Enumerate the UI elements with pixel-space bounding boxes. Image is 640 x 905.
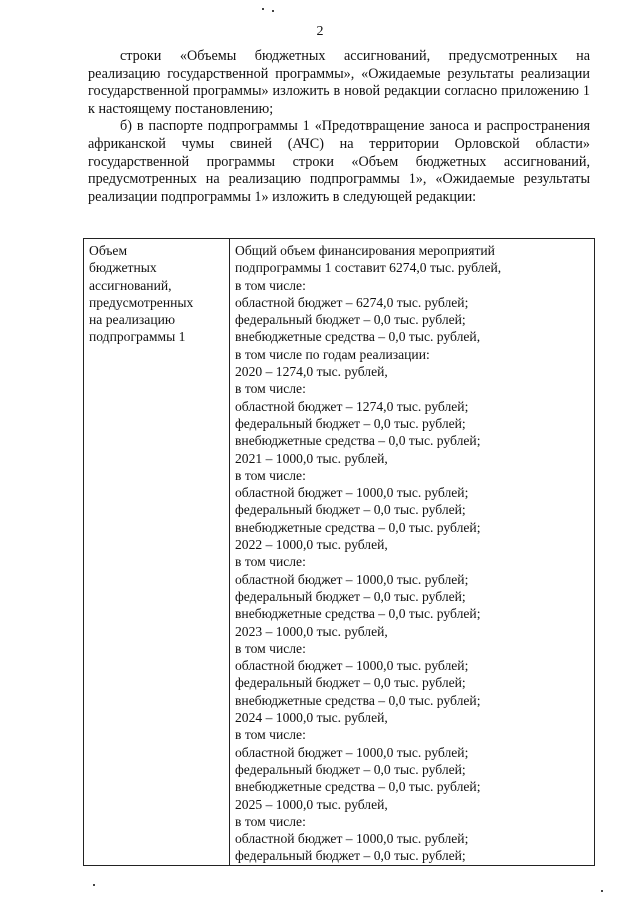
value-line: 2022 – 1000,0 тыс. рублей,: [235, 537, 388, 553]
label-line: предусмотренных: [89, 294, 194, 310]
value-line: подпрограммы 1 составит 6274,0 тыс. рублей,: [235, 260, 502, 276]
page-number: 2: [316, 24, 324, 39]
table-row: [84, 239, 595, 866]
value-line: в том числе:: [235, 554, 306, 570]
value-line: внебюджетные средства – 0,0 тыс. рублей,: [235, 329, 481, 345]
value-line: федеральный бюджет – 0,0 тыс. рублей;: [235, 761, 466, 777]
value-line: областной бюджет – 1274,0 тыс. рублей;: [235, 398, 469, 414]
value-line: в том числе:: [235, 727, 306, 743]
value-line: внебюджетные средства – 0,0 тыс. рублей;: [235, 606, 481, 622]
value-line: областной бюджет – 1000,0 тыс. рублей;: [235, 831, 469, 847]
value-line: областной бюджет – 6274,0 тыс. рублей;: [235, 294, 469, 310]
passport-table: [83, 238, 595, 866]
value-line: внебюджетные средства – 0,0 тыс. рублей;: [235, 779, 481, 795]
label-line: ассигнований,: [89, 277, 172, 293]
scan-speck: [601, 890, 603, 892]
value-line: в том числе:: [235, 277, 306, 293]
value-line: федеральный бюджет – 0,0 тыс. рублей;: [235, 588, 466, 604]
value-line: 2024 – 1000,0 тыс. рублей,: [235, 710, 388, 726]
value-line: областной бюджет – 1000,0 тыс. рублей;: [235, 744, 469, 760]
paragraph: строки «Объемы бюджетных ассигнований, предусмотренных на реализацию государственной программы», «Ожидаемые результаты реализации государственной программы» изложить в новой редакции согласно приложению 1 к настоящему постановлению;: [88, 48, 590, 117]
value-line: федеральный бюджет – 0,0 тыс. рублей;: [235, 312, 466, 328]
value-line: областной бюджет – 1000,0 тыс. рублей;: [235, 658, 469, 674]
value-line: внебюджетные средства – 0,0 тыс. рублей;: [235, 692, 481, 708]
scan-speck: [262, 8, 264, 10]
value-line: внебюджетные средства – 0,0 тыс. рублей;: [235, 519, 481, 535]
value-line: в том числе:: [235, 467, 306, 483]
value-line: Общий объем финансирования мероприятий: [235, 243, 495, 258]
label-line: подпрограммы 1: [89, 329, 186, 345]
scan-speck: [272, 10, 274, 12]
value-line: 2023 – 1000,0 тыс. рублей,: [235, 623, 388, 639]
value-line: федеральный бюджет – 0,0 тыс. рублей;: [235, 415, 466, 431]
value-line: федеральный бюджет – 0,0 тыс. рублей;: [235, 675, 466, 691]
label-line: бюджетных: [89, 260, 157, 276]
value-line: в том числе:: [235, 640, 306, 656]
value-line: 2020 – 1274,0 тыс. рублей,: [235, 364, 388, 380]
scan-speck: [93, 884, 95, 886]
value-line: 2025 – 1000,0 тыс. рублей,: [235, 796, 388, 812]
value-line: в том числе по годам реализации:: [235, 346, 430, 362]
value-cell: [230, 239, 595, 866]
label-cell: [84, 239, 230, 866]
value-line: внебюджетные средства – 0,0 тыс. рублей;: [235, 433, 481, 449]
paragraph: б) в паспорте подпрограммы 1 «Предотвращение заноса и распространения африканской чумы свиней (АЧС) на территории Орловской области» государственной программы строки «Объем бюджетных ассигнований, предусмотренных на реализацию подпрограммы 1», «Ожидаемые результаты реализации подпрограммы 1» изложить в следующей редакции:: [88, 118, 590, 205]
value-line: в том числе:: [235, 381, 306, 397]
value-line: федеральный бюджет – 0,0 тыс. рублей;: [235, 848, 466, 864]
value-line: в том числе:: [235, 813, 306, 829]
value-line: 2021 – 1000,0 тыс. рублей,: [235, 450, 388, 466]
value-line: федеральный бюджет – 0,0 тыс. рублей;: [235, 502, 466, 518]
value-line: областной бюджет – 1000,0 тыс. рублей;: [235, 571, 469, 587]
value-line: областной бюджет – 1000,0 тыс. рублей;: [235, 485, 469, 501]
label-line: Объем: [89, 243, 128, 258]
body-text: [88, 48, 590, 206]
label-line: на реализацию: [89, 312, 176, 328]
